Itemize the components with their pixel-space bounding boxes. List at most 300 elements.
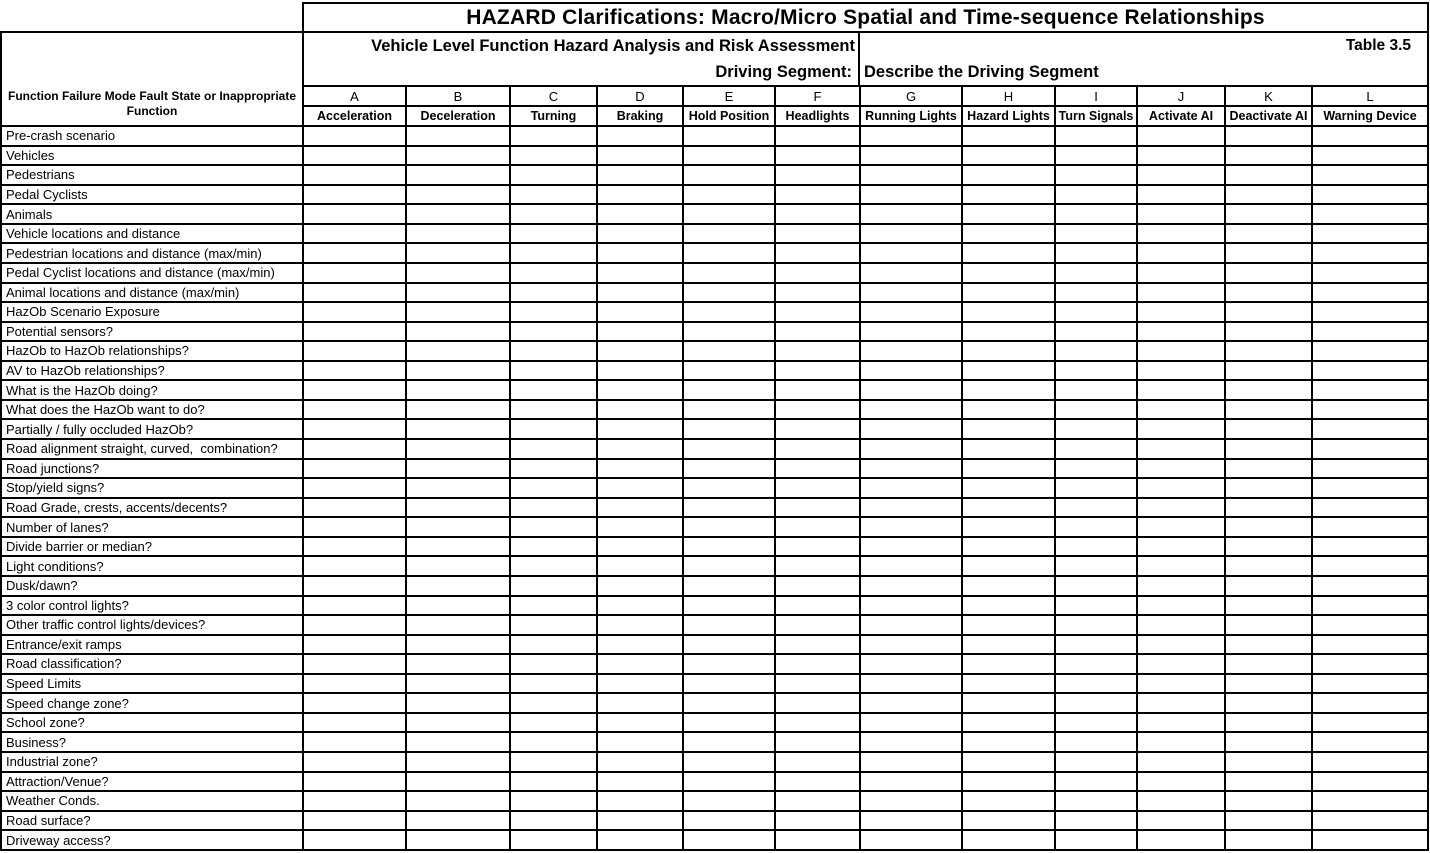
cell-A20[interactable]	[304, 499, 407, 517]
cell-I23[interactable]	[1056, 557, 1138, 575]
cell-J10[interactable]	[1138, 303, 1226, 321]
cell-E1[interactable]	[684, 127, 776, 145]
cell-A21[interactable]	[304, 518, 407, 536]
cell-G13[interactable]	[861, 362, 963, 380]
cell-E20[interactable]	[684, 499, 776, 517]
cell-B5[interactable]	[407, 205, 511, 223]
cell-G8[interactable]	[861, 264, 963, 282]
cell-L9[interactable]	[1313, 284, 1427, 302]
cell-H16[interactable]	[963, 420, 1056, 438]
cell-G27[interactable]	[861, 636, 963, 654]
cell-I5[interactable]	[1056, 205, 1138, 223]
cell-J15[interactable]	[1138, 401, 1226, 419]
cell-B19[interactable]	[407, 479, 511, 497]
cell-L31[interactable]	[1313, 714, 1427, 732]
cell-K13[interactable]	[1226, 362, 1313, 380]
cell-I12[interactable]	[1056, 342, 1138, 360]
cell-I9[interactable]	[1056, 284, 1138, 302]
cell-C12[interactable]	[511, 342, 598, 360]
cell-I15[interactable]	[1056, 401, 1138, 419]
cell-C8[interactable]	[511, 264, 598, 282]
cell-D12[interactable]	[598, 342, 684, 360]
cell-J36[interactable]	[1138, 812, 1226, 830]
cell-G35[interactable]	[861, 792, 963, 810]
cell-J28[interactable]	[1138, 655, 1226, 673]
cell-L5[interactable]	[1313, 205, 1427, 223]
cell-B22[interactable]	[407, 538, 511, 556]
cell-K36[interactable]	[1226, 812, 1313, 830]
cell-D20[interactable]	[598, 499, 684, 517]
cell-C18[interactable]	[511, 460, 598, 478]
cell-K15[interactable]	[1226, 401, 1313, 419]
cell-A30[interactable]	[304, 694, 407, 712]
cell-F26[interactable]	[776, 616, 861, 634]
cell-A16[interactable]	[304, 420, 407, 438]
cell-J20[interactable]	[1138, 499, 1226, 517]
cell-F21[interactable]	[776, 518, 861, 536]
cell-I34[interactable]	[1056, 773, 1138, 791]
cell-K31[interactable]	[1226, 714, 1313, 732]
cell-L19[interactable]	[1313, 479, 1427, 497]
cell-B36[interactable]	[407, 812, 511, 830]
cell-A9[interactable]	[304, 284, 407, 302]
cell-L14[interactable]	[1313, 381, 1427, 399]
cell-E19[interactable]	[684, 479, 776, 497]
cell-F22[interactable]	[776, 538, 861, 556]
cell-K18[interactable]	[1226, 460, 1313, 478]
cell-C15[interactable]	[511, 401, 598, 419]
cell-E7[interactable]	[684, 244, 776, 262]
cell-K24[interactable]	[1226, 577, 1313, 595]
cell-I2[interactable]	[1056, 147, 1138, 165]
cell-F27[interactable]	[776, 636, 861, 654]
cell-F33[interactable]	[776, 753, 861, 771]
cell-H37[interactable]	[963, 831, 1056, 849]
cell-A35[interactable]	[304, 792, 407, 810]
cell-D19[interactable]	[598, 479, 684, 497]
cell-L11[interactable]	[1313, 323, 1427, 341]
cell-A29[interactable]	[304, 675, 407, 693]
cell-A28[interactable]	[304, 655, 407, 673]
cell-G29[interactable]	[861, 675, 963, 693]
cell-J13[interactable]	[1138, 362, 1226, 380]
cell-K17[interactable]	[1226, 440, 1313, 458]
cell-F9[interactable]	[776, 284, 861, 302]
cell-K1[interactable]	[1226, 127, 1313, 145]
cell-L25[interactable]	[1313, 597, 1427, 615]
cell-C5[interactable]	[511, 205, 598, 223]
cell-E34[interactable]	[684, 773, 776, 791]
cell-C37[interactable]	[511, 831, 598, 849]
cell-I18[interactable]	[1056, 460, 1138, 478]
cell-E17[interactable]	[684, 440, 776, 458]
cell-D6[interactable]	[598, 225, 684, 243]
cell-L37[interactable]	[1313, 831, 1427, 849]
cell-G15[interactable]	[861, 401, 963, 419]
cell-J30[interactable]	[1138, 694, 1226, 712]
cell-L1[interactable]	[1313, 127, 1427, 145]
cell-C24[interactable]	[511, 577, 598, 595]
cell-H36[interactable]	[963, 812, 1056, 830]
cell-H6[interactable]	[963, 225, 1056, 243]
cell-D34[interactable]	[598, 773, 684, 791]
cell-E18[interactable]	[684, 460, 776, 478]
cell-E3[interactable]	[684, 166, 776, 184]
cell-C6[interactable]	[511, 225, 598, 243]
cell-J4[interactable]	[1138, 186, 1226, 204]
cell-F7[interactable]	[776, 244, 861, 262]
cell-K25[interactable]	[1226, 597, 1313, 615]
cell-C27[interactable]	[511, 636, 598, 654]
cell-H1[interactable]	[963, 127, 1056, 145]
cell-G21[interactable]	[861, 518, 963, 536]
cell-G37[interactable]	[861, 831, 963, 849]
cell-L2[interactable]	[1313, 147, 1427, 165]
cell-G34[interactable]	[861, 773, 963, 791]
cell-C31[interactable]	[511, 714, 598, 732]
cell-F16[interactable]	[776, 420, 861, 438]
cell-F32[interactable]	[776, 733, 861, 751]
cell-G4[interactable]	[861, 186, 963, 204]
cell-G25[interactable]	[861, 597, 963, 615]
cell-H27[interactable]	[963, 636, 1056, 654]
cell-H34[interactable]	[963, 773, 1056, 791]
cell-J2[interactable]	[1138, 147, 1226, 165]
cell-C20[interactable]	[511, 499, 598, 517]
cell-F24[interactable]	[776, 577, 861, 595]
cell-G26[interactable]	[861, 616, 963, 634]
cell-G16[interactable]	[861, 420, 963, 438]
cell-G12[interactable]	[861, 342, 963, 360]
driving-segment-value[interactable]: Describe the Driving Segment	[864, 62, 1099, 81]
cell-D3[interactable]	[598, 166, 684, 184]
cell-B32[interactable]	[407, 733, 511, 751]
cell-E30[interactable]	[684, 694, 776, 712]
cell-I16[interactable]	[1056, 420, 1138, 438]
cell-I1[interactable]	[1056, 127, 1138, 145]
cell-I10[interactable]	[1056, 303, 1138, 321]
cell-B25[interactable]	[407, 597, 511, 615]
cell-B37[interactable]	[407, 831, 511, 849]
cell-J27[interactable]	[1138, 636, 1226, 654]
cell-D9[interactable]	[598, 284, 684, 302]
cell-K37[interactable]	[1226, 831, 1313, 849]
cell-F1[interactable]	[776, 127, 861, 145]
cell-I6[interactable]	[1056, 225, 1138, 243]
cell-G36[interactable]	[861, 812, 963, 830]
cell-F11[interactable]	[776, 323, 861, 341]
cell-A31[interactable]	[304, 714, 407, 732]
cell-E36[interactable]	[684, 812, 776, 830]
cell-J3[interactable]	[1138, 166, 1226, 184]
cell-B33[interactable]	[407, 753, 511, 771]
cell-K5[interactable]	[1226, 205, 1313, 223]
cell-G33[interactable]	[861, 753, 963, 771]
cell-B21[interactable]	[407, 518, 511, 536]
cell-L18[interactable]	[1313, 460, 1427, 478]
cell-J11[interactable]	[1138, 323, 1226, 341]
cell-L35[interactable]	[1313, 792, 1427, 810]
cell-K16[interactable]	[1226, 420, 1313, 438]
cell-D1[interactable]	[598, 127, 684, 145]
cell-B31[interactable]	[407, 714, 511, 732]
cell-L30[interactable]	[1313, 694, 1427, 712]
cell-E8[interactable]	[684, 264, 776, 282]
cell-G11[interactable]	[861, 323, 963, 341]
cell-H9[interactable]	[963, 284, 1056, 302]
cell-B24[interactable]	[407, 577, 511, 595]
cell-D35[interactable]	[598, 792, 684, 810]
cell-F25[interactable]	[776, 597, 861, 615]
cell-B30[interactable]	[407, 694, 511, 712]
cell-J25[interactable]	[1138, 597, 1226, 615]
cell-H14[interactable]	[963, 381, 1056, 399]
cell-E37[interactable]	[684, 831, 776, 849]
cell-H25[interactable]	[963, 597, 1056, 615]
cell-D28[interactable]	[598, 655, 684, 673]
cell-A4[interactable]	[304, 186, 407, 204]
cell-D22[interactable]	[598, 538, 684, 556]
cell-J26[interactable]	[1138, 616, 1226, 634]
cell-L7[interactable]	[1313, 244, 1427, 262]
cell-G3[interactable]	[861, 166, 963, 184]
cell-B14[interactable]	[407, 381, 511, 399]
cell-F20[interactable]	[776, 499, 861, 517]
cell-B9[interactable]	[407, 284, 511, 302]
cell-B34[interactable]	[407, 773, 511, 791]
cell-E24[interactable]	[684, 577, 776, 595]
cell-I3[interactable]	[1056, 166, 1138, 184]
cell-I19[interactable]	[1056, 479, 1138, 497]
cell-B3[interactable]	[407, 166, 511, 184]
cell-E32[interactable]	[684, 733, 776, 751]
cell-D2[interactable]	[598, 147, 684, 165]
cell-E4[interactable]	[684, 186, 776, 204]
cell-H22[interactable]	[963, 538, 1056, 556]
cell-G10[interactable]	[861, 303, 963, 321]
cell-D36[interactable]	[598, 812, 684, 830]
cell-F13[interactable]	[776, 362, 861, 380]
cell-A5[interactable]	[304, 205, 407, 223]
cell-A15[interactable]	[304, 401, 407, 419]
cell-H24[interactable]	[963, 577, 1056, 595]
cell-H20[interactable]	[963, 499, 1056, 517]
cell-E35[interactable]	[684, 792, 776, 810]
cell-C13[interactable]	[511, 362, 598, 380]
cell-K29[interactable]	[1226, 675, 1313, 693]
cell-K12[interactable]	[1226, 342, 1313, 360]
cell-E25[interactable]	[684, 597, 776, 615]
cell-C23[interactable]	[511, 557, 598, 575]
cell-L32[interactable]	[1313, 733, 1427, 751]
cell-I4[interactable]	[1056, 186, 1138, 204]
cell-K3[interactable]	[1226, 166, 1313, 184]
cell-K30[interactable]	[1226, 694, 1313, 712]
cell-F17[interactable]	[776, 440, 861, 458]
cell-J35[interactable]	[1138, 792, 1226, 810]
cell-D16[interactable]	[598, 420, 684, 438]
cell-G1[interactable]	[861, 127, 963, 145]
cell-E31[interactable]	[684, 714, 776, 732]
cell-B27[interactable]	[407, 636, 511, 654]
cell-H12[interactable]	[963, 342, 1056, 360]
cell-H8[interactable]	[963, 264, 1056, 282]
cell-H5[interactable]	[963, 205, 1056, 223]
cell-D32[interactable]	[598, 733, 684, 751]
cell-E2[interactable]	[684, 147, 776, 165]
cell-C9[interactable]	[511, 284, 598, 302]
cell-B1[interactable]	[407, 127, 511, 145]
cell-F29[interactable]	[776, 675, 861, 693]
cell-L33[interactable]	[1313, 753, 1427, 771]
cell-J6[interactable]	[1138, 225, 1226, 243]
cell-I8[interactable]	[1056, 264, 1138, 282]
cell-C4[interactable]	[511, 186, 598, 204]
cell-F19[interactable]	[776, 479, 861, 497]
cell-K14[interactable]	[1226, 381, 1313, 399]
cell-I17[interactable]	[1056, 440, 1138, 458]
cell-F18[interactable]	[776, 460, 861, 478]
cell-A17[interactable]	[304, 440, 407, 458]
cell-K8[interactable]	[1226, 264, 1313, 282]
cell-G30[interactable]	[861, 694, 963, 712]
cell-I27[interactable]	[1056, 636, 1138, 654]
cell-E21[interactable]	[684, 518, 776, 536]
cell-D33[interactable]	[598, 753, 684, 771]
cell-B4[interactable]	[407, 186, 511, 204]
cell-C11[interactable]	[511, 323, 598, 341]
cell-C35[interactable]	[511, 792, 598, 810]
cell-D4[interactable]	[598, 186, 684, 204]
cell-E11[interactable]	[684, 323, 776, 341]
cell-F36[interactable]	[776, 812, 861, 830]
cell-K32[interactable]	[1226, 733, 1313, 751]
cell-C10[interactable]	[511, 303, 598, 321]
cell-E16[interactable]	[684, 420, 776, 438]
cell-C16[interactable]	[511, 420, 598, 438]
cell-J12[interactable]	[1138, 342, 1226, 360]
cell-A14[interactable]	[304, 381, 407, 399]
cell-L27[interactable]	[1313, 636, 1427, 654]
cell-D7[interactable]	[598, 244, 684, 262]
cell-A7[interactable]	[304, 244, 407, 262]
cell-B2[interactable]	[407, 147, 511, 165]
cell-J24[interactable]	[1138, 577, 1226, 595]
cell-J16[interactable]	[1138, 420, 1226, 438]
cell-A13[interactable]	[304, 362, 407, 380]
cell-A18[interactable]	[304, 460, 407, 478]
cell-A32[interactable]	[304, 733, 407, 751]
cell-F15[interactable]	[776, 401, 861, 419]
cell-F37[interactable]	[776, 831, 861, 849]
cell-K27[interactable]	[1226, 636, 1313, 654]
cell-A6[interactable]	[304, 225, 407, 243]
cell-D11[interactable]	[598, 323, 684, 341]
cell-I33[interactable]	[1056, 753, 1138, 771]
cell-L4[interactable]	[1313, 186, 1427, 204]
cell-G20[interactable]	[861, 499, 963, 517]
cell-A33[interactable]	[304, 753, 407, 771]
cell-D23[interactable]	[598, 557, 684, 575]
cell-C36[interactable]	[511, 812, 598, 830]
cell-J23[interactable]	[1138, 557, 1226, 575]
cell-L24[interactable]	[1313, 577, 1427, 595]
cell-H26[interactable]	[963, 616, 1056, 634]
cell-G32[interactable]	[861, 733, 963, 751]
cell-H23[interactable]	[963, 557, 1056, 575]
cell-K34[interactable]	[1226, 773, 1313, 791]
cell-K6[interactable]	[1226, 225, 1313, 243]
cell-J32[interactable]	[1138, 733, 1226, 751]
cell-C2[interactable]	[511, 147, 598, 165]
cell-B26[interactable]	[407, 616, 511, 634]
cell-A1[interactable]	[304, 127, 407, 145]
cell-H29[interactable]	[963, 675, 1056, 693]
cell-G14[interactable]	[861, 381, 963, 399]
cell-D21[interactable]	[598, 518, 684, 536]
cell-L26[interactable]	[1313, 616, 1427, 634]
cell-F14[interactable]	[776, 381, 861, 399]
cell-K28[interactable]	[1226, 655, 1313, 673]
cell-J9[interactable]	[1138, 284, 1226, 302]
cell-E15[interactable]	[684, 401, 776, 419]
cell-A10[interactable]	[304, 303, 407, 321]
cell-I14[interactable]	[1056, 381, 1138, 399]
cell-D18[interactable]	[598, 460, 684, 478]
cell-H10[interactable]	[963, 303, 1056, 321]
cell-I29[interactable]	[1056, 675, 1138, 693]
cell-I13[interactable]	[1056, 362, 1138, 380]
cell-K23[interactable]	[1226, 557, 1313, 575]
cell-A27[interactable]	[304, 636, 407, 654]
cell-C17[interactable]	[511, 440, 598, 458]
cell-G24[interactable]	[861, 577, 963, 595]
cell-E9[interactable]	[684, 284, 776, 302]
cell-D5[interactable]	[598, 205, 684, 223]
cell-E23[interactable]	[684, 557, 776, 575]
cell-G22[interactable]	[861, 538, 963, 556]
cell-K4[interactable]	[1226, 186, 1313, 204]
cell-C3[interactable]	[511, 166, 598, 184]
cell-F8[interactable]	[776, 264, 861, 282]
cell-I25[interactable]	[1056, 597, 1138, 615]
cell-B17[interactable]	[407, 440, 511, 458]
cell-H28[interactable]	[963, 655, 1056, 673]
cell-A36[interactable]	[304, 812, 407, 830]
cell-H3[interactable]	[963, 166, 1056, 184]
cell-I11[interactable]	[1056, 323, 1138, 341]
cell-L3[interactable]	[1313, 166, 1427, 184]
cell-B12[interactable]	[407, 342, 511, 360]
cell-L13[interactable]	[1313, 362, 1427, 380]
cell-C30[interactable]	[511, 694, 598, 712]
cell-D24[interactable]	[598, 577, 684, 595]
cell-C1[interactable]	[511, 127, 598, 145]
cell-H18[interactable]	[963, 460, 1056, 478]
cell-I22[interactable]	[1056, 538, 1138, 556]
cell-E26[interactable]	[684, 616, 776, 634]
cell-B23[interactable]	[407, 557, 511, 575]
cell-D27[interactable]	[598, 636, 684, 654]
cell-A23[interactable]	[304, 557, 407, 575]
cell-A37[interactable]	[304, 831, 407, 849]
cell-I32[interactable]	[1056, 733, 1138, 751]
cell-J19[interactable]	[1138, 479, 1226, 497]
cell-F10[interactable]	[776, 303, 861, 321]
cell-C25[interactable]	[511, 597, 598, 615]
cell-I21[interactable]	[1056, 518, 1138, 536]
cell-D14[interactable]	[598, 381, 684, 399]
